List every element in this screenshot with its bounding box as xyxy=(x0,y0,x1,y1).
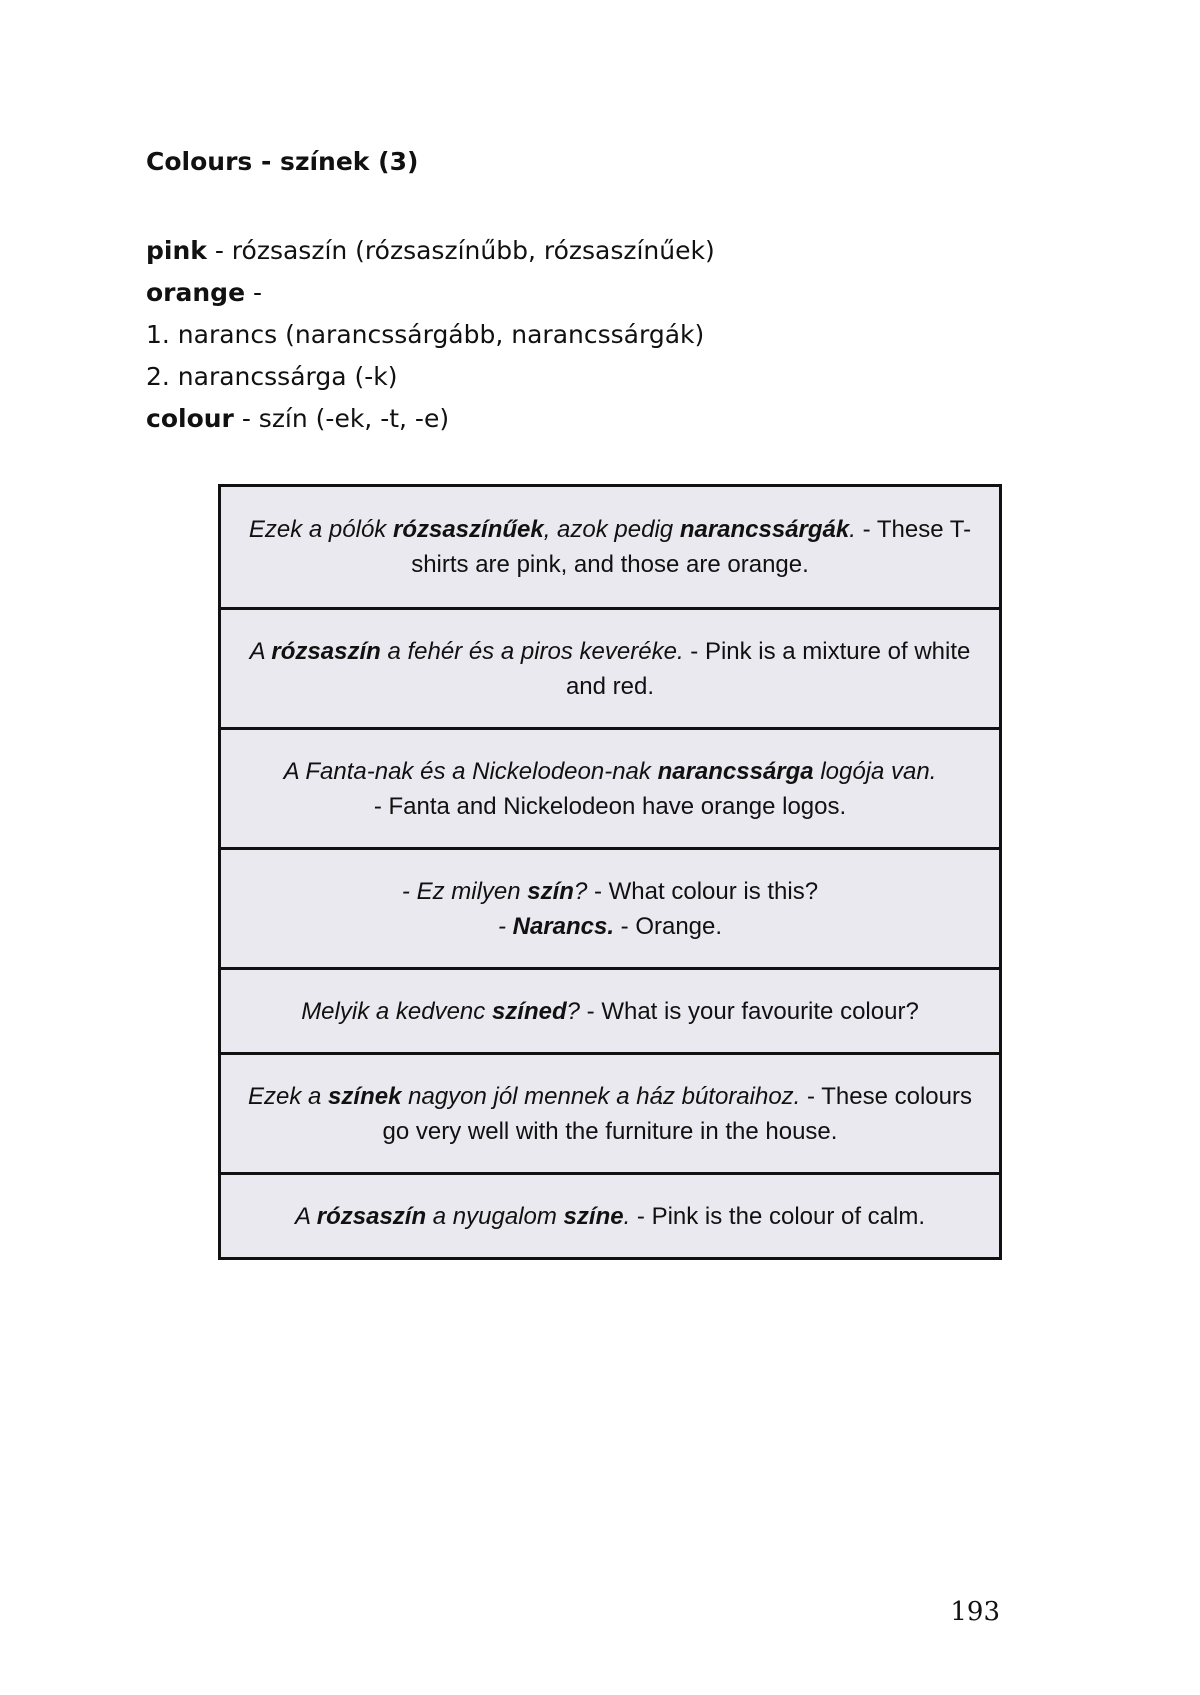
vocab-translation: 2. narancssárga (-k) xyxy=(146,362,398,391)
hungarian-text: Ezek a pólók rózsaszínűek, azok pedig narancssárgák. xyxy=(248,516,856,543)
dialogue-line-answer: - Narancs. - Orange. xyxy=(497,912,723,940)
vocab-item-orange xyxy=(146,272,715,314)
example-row xyxy=(221,967,999,1052)
example-row xyxy=(221,607,999,727)
example-sentence xyxy=(295,1199,925,1234)
example-dialogue xyxy=(402,874,818,944)
english-translation: - Fanta and Nickelodeon have orange logos. xyxy=(373,792,847,820)
english-translation: - Pink is the colour of calm. xyxy=(630,1202,926,1230)
example-sentence xyxy=(301,994,919,1029)
vocab-translation: 1. narancs (narancssárgább, narancssárgák) xyxy=(146,320,705,349)
example-row xyxy=(221,727,999,847)
hungarian-text: Melyik a kedvenc színed? xyxy=(301,997,580,1025)
hungarian-text: A rózsaszín a fehér és a piros keveréke. xyxy=(249,637,684,665)
example-row xyxy=(221,487,999,607)
example-row xyxy=(221,1172,999,1257)
vocab-item-colour xyxy=(146,398,715,440)
example-sentence xyxy=(243,512,977,582)
hungarian-text: Ezek a színek nagyon jól mennek a ház bútoraihoz. xyxy=(248,1082,801,1110)
vocab-term: orange xyxy=(146,278,246,307)
english-translation: - What is your favourite colour? xyxy=(579,997,919,1025)
page-title: Colours - színek (3) xyxy=(146,147,419,176)
example-sentences-table xyxy=(218,484,1002,1260)
example-sentence xyxy=(243,634,977,704)
example-sentence xyxy=(243,1079,977,1149)
vocab-translation: - szín (-ek, -t, -e) xyxy=(233,404,450,433)
english-translation: - Pink is a mixture of white and red. xyxy=(565,637,971,700)
hungarian-text: A Fanta-nak és a Nickelodeon-nak narancssárga logója van. xyxy=(283,757,937,785)
vocab-item-pink xyxy=(146,230,715,272)
vocab-term: pink xyxy=(146,236,207,265)
dialogue-line-question: - Ez milyen szín? - What colour is this? xyxy=(401,877,819,905)
vocab-item-orange-2 xyxy=(146,356,715,398)
english-translation: - These colours go very well with the furniture in the house. xyxy=(382,1082,972,1145)
vocab-translation: - xyxy=(245,278,262,307)
vocab-term: colour xyxy=(146,404,234,433)
page-number: 193 xyxy=(950,1597,1000,1627)
vocabulary-list xyxy=(146,230,715,440)
example-row xyxy=(221,1052,999,1172)
vocab-item-orange-1 xyxy=(146,314,715,356)
vocab-translation: - rózsaszín (rózsaszínűbb, rózsaszínűek) xyxy=(206,236,715,265)
example-row xyxy=(221,847,999,967)
english-translation: - These T-shirts are pink, and those are orange. xyxy=(411,516,972,578)
hungarian-text: A rózsaszín a nyugalom színe. xyxy=(294,1202,631,1230)
example-sentence xyxy=(284,754,937,824)
